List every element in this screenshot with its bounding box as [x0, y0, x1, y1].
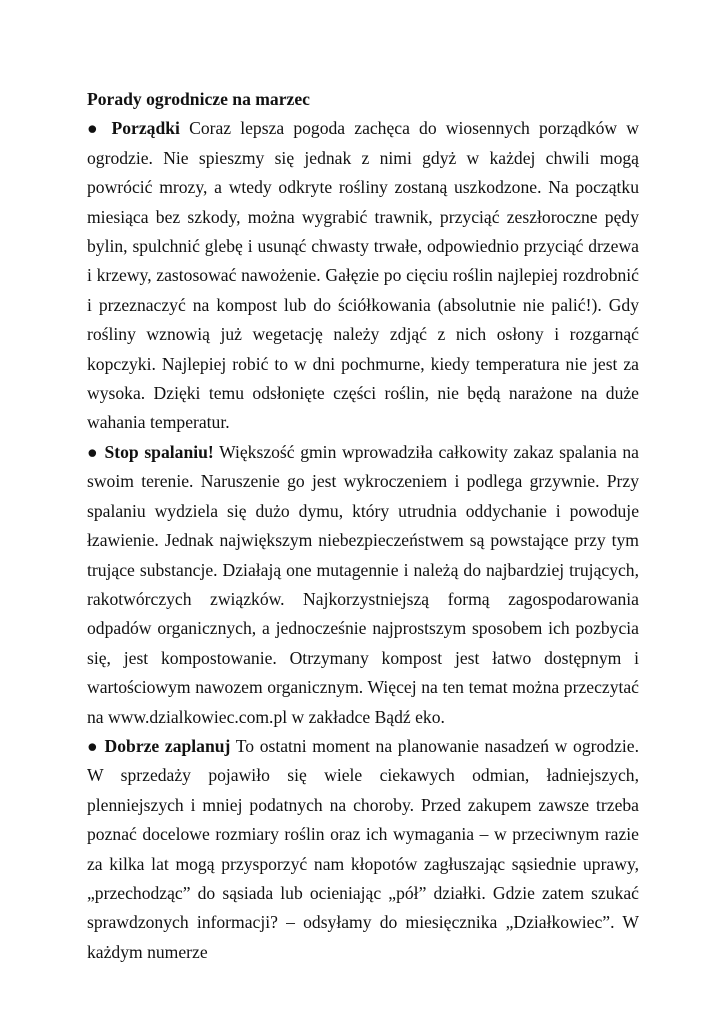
section-porzadki — [87, 114, 639, 437]
section-text: Coraz lepsza pogoda zachęca do wiosennych porządków w ogrodzie. Nie spieszmy się jednak z nimi gdyż w każdej chwili mogą powrócić mrozy, a wtedy odkryte rośliny zostaną uszkodzone. Na początku miesiąca bez szkody, można wygrabić trawnik, przyciąć zeszłoroczne pędy bylin, spulchnić glebę i usunąć chwasty trwałe, odpowiednio przyciąć drzewa i krzewy, zastosować nawożenie. Gałęzie po cięciu roślin najlepiej rozdrobnić i przeznaczyć na kompost lub do ściółkowania (absolutnie nie palić!). Gdy rośliny wznowią już wegetację należy zdjąć z nich osłony i rozgarnąć kopczyki. Najlepiej robić to w dni pochmurne, kiedy temperatura nie jest za wysoka. Dzięki temu odsłonięte części roślin, nie będą narażone na duże wahania temperatur. — [87, 118, 639, 433]
section-heading: Dobrze zaplanuj — [104, 735, 231, 756]
section-heading: Stop spalaniu! — [104, 441, 214, 462]
section-bullet: ● — [87, 441, 99, 462]
document-title: Porady ogrodnicze na marzec — [87, 89, 310, 109]
section-bullet: ● — [87, 735, 99, 756]
section-bullet: ● — [87, 118, 103, 139]
section-stop-spalaniu — [87, 438, 639, 732]
section-text: To ostatni moment na planowanie nasadzeń w ogrodzie. W sprzedaży pojawiło się wiele ciekawych odmian, ładniejszych, plenniejszych i mniej podatnych na choroby. Przed zakupem zawsze trzeba poznać docelowe rozmiary roślin oraz ich wymagania – w przeciwnym razie za kilka lat mogą przysporzyć nam kłopotów zagłuszając sąsiednie uprawy, „przechodząc” do sąsiada lub ocieniając „pół” działki. Gdzie zatem szukać sprawdzonych informacji? – odsyłamy do miesięcznika „Działkowiec”. W każdym numerze — [87, 735, 639, 962]
section-text: Większość gmin wprowadziła całkowity zakaz spalania na swoim terenie. Naruszenie go jest wykroczeniem i podlega grzywnie. Przy spalaniu wydziela się dużo dymu, który utrudnia oddychanie i powoduje łzawienie. Jednak największym niebezpieczeństwem są powstające przy tym trujące substancje. Działają one mutagennie i należą do najbardziej trujących, rakotwórczych związków. Najkorzystniejszą formą zagospodarowania odpadów organicznych, a jednocześnie najprostszym sposobem ich pozbycia się, jest kompostowanie. Otrzymany kompost jest łatwo dostępnym i wartościowym nawozem organicznym. Więcej na ten temat można przeczytać na www.dzialkowiec.com.pl w zakładce Bądź eko. — [87, 441, 639, 727]
section-heading: Porządki — [111, 118, 180, 139]
document-page — [87, 85, 639, 967]
section-dobrze-zaplanuj — [87, 732, 639, 967]
